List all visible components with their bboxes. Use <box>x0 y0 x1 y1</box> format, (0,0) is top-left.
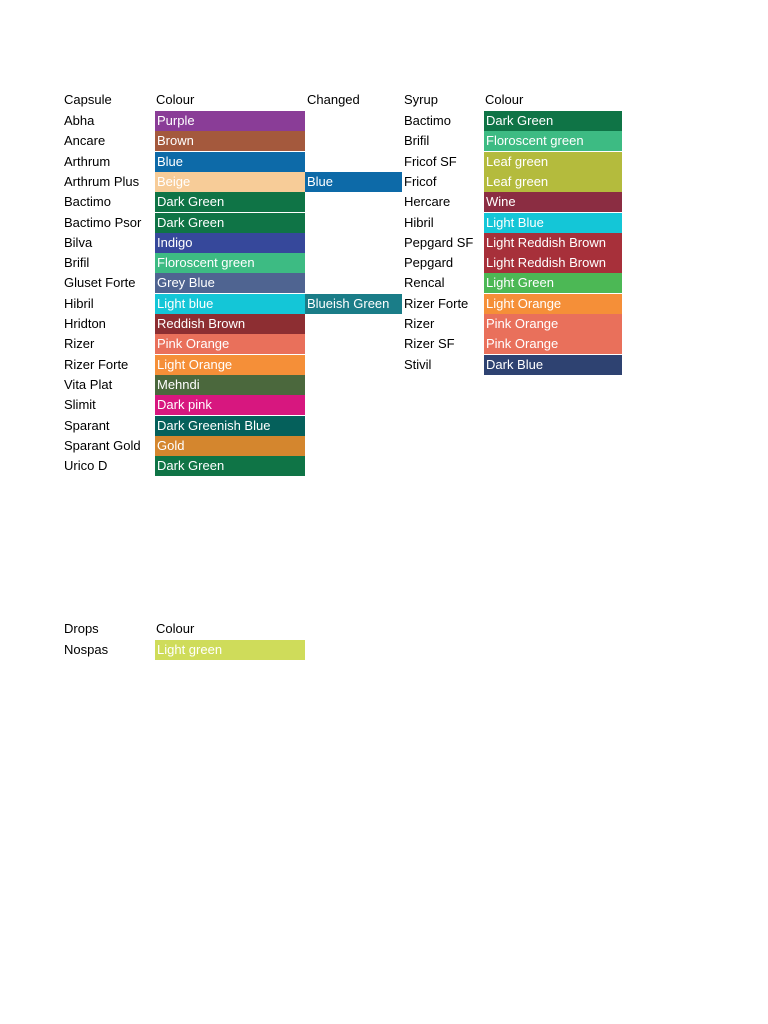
syrup-row <box>0 253 768 273</box>
syrup-row <box>0 355 768 375</box>
colour-swatch: Indigo <box>155 233 305 253</box>
row-name: Bactimo <box>64 194 111 210</box>
syrup-row <box>0 192 768 212</box>
colour-swatch: Dark Green <box>155 213 305 233</box>
row-name: Hercare <box>404 194 451 210</box>
row-name: Rizer <box>64 336 95 352</box>
colour-swatch: Pink Orange <box>484 314 622 334</box>
row-name: Bilva <box>64 234 93 250</box>
changed-swatch: Blue <box>305 172 402 192</box>
row-name: Hridton <box>64 316 106 331</box>
colour-swatch: Pink Orange <box>155 334 305 354</box>
colour-swatch: Blue <box>155 152 305 172</box>
colour-swatch: Light Reddish Brown <box>484 233 622 253</box>
colour-swatch: Light Reddish Brown <box>484 253 622 273</box>
colour-swatch: Dark Green <box>155 456 305 476</box>
colour-swatch: Light blue <box>155 294 305 314</box>
row-name: Sparant Gold <box>64 437 141 453</box>
colour-swatch: Beige <box>155 172 305 192</box>
colour-swatch: Dark Green <box>484 111 622 131</box>
capsule-row <box>0 436 768 456</box>
row-name: Brifil <box>404 133 430 149</box>
row-name: Gluset Forte <box>64 275 136 291</box>
syrup-row <box>0 131 768 151</box>
changed-swatch: Blueish Green <box>305 294 402 314</box>
drops-header: Drops <box>64 621 99 636</box>
colour-swatch: Leaf green <box>484 152 622 172</box>
capsule-changed-header: Changed <box>307 92 360 107</box>
colour-swatch: Gold <box>155 436 305 456</box>
capsule-row <box>0 395 768 415</box>
row-name: Arthrum Plus <box>64 173 140 189</box>
colour-swatch: Pink Orange <box>484 334 622 354</box>
colour-swatch: Leaf green <box>484 172 622 192</box>
drops-row <box>0 640 768 660</box>
colour-swatch: Dark Green <box>155 192 305 212</box>
row-name: Fricof SF <box>404 153 457 169</box>
capsule-header: Capsule <box>64 92 112 107</box>
syrup-row <box>0 334 768 354</box>
row-name: Rizer Forte <box>64 356 129 372</box>
colour-swatch: Light Blue <box>484 213 622 233</box>
row-name: Bactimo <box>404 113 451 128</box>
row-name: Fricof <box>404 173 437 189</box>
colour-swatch: Floroscent green <box>155 253 305 273</box>
row-name: Rizer Forte <box>404 295 469 311</box>
row-name: Rencal <box>404 275 445 291</box>
row-name: Vita Plat <box>64 376 113 392</box>
syrup-row <box>0 111 768 131</box>
colour-swatch: Light Orange <box>155 355 305 375</box>
syrup-row <box>0 314 768 334</box>
row-name: Urico D <box>64 458 108 474</box>
colour-swatch: Mehndi <box>155 375 305 395</box>
syrup-row <box>0 233 768 253</box>
row-name: Rizer SF <box>404 336 455 352</box>
colour-swatch: Brown <box>155 131 305 151</box>
row-name: Hibril <box>64 295 94 311</box>
row-name: Slimit <box>64 397 96 413</box>
row-name: Pepgard <box>404 255 454 271</box>
row-name: Hibril <box>404 214 434 230</box>
row-name: Abha <box>64 113 95 128</box>
capsule-row <box>0 375 768 395</box>
colour-swatch: Light Green <box>484 273 622 293</box>
colour-swatch: Floroscent green <box>484 131 622 151</box>
colour-swatch: Reddish Brown <box>155 314 305 334</box>
syrup-row <box>0 213 768 233</box>
syrup-header: Syrup <box>404 92 438 107</box>
row-name: Brifil <box>64 255 90 271</box>
colour-swatch: Purple <box>155 111 305 131</box>
capsule-row <box>0 416 768 436</box>
capsule-colour-header: Colour <box>156 92 195 107</box>
colour-swatch: Light green <box>155 640 305 660</box>
colour-swatch: Dark pink <box>155 395 305 415</box>
row-name: Rizer <box>404 316 435 331</box>
row-name: Sparant <box>64 417 110 433</box>
syrup-row <box>0 172 768 192</box>
drops-colour-header: Colour <box>156 621 195 636</box>
colour-swatch: Dark Blue <box>484 355 622 375</box>
capsule-row <box>0 456 768 476</box>
colour-swatch: Dark Greenish Blue <box>155 416 305 436</box>
row-name: Pepgard SF <box>404 234 474 250</box>
syrup-row <box>0 273 768 293</box>
colour-swatch: Light Orange <box>484 294 622 314</box>
row-name: Arthrum <box>64 153 111 169</box>
colour-swatch: Grey Blue <box>155 273 305 293</box>
syrup-row <box>0 294 768 314</box>
row-name: Nospas <box>64 642 109 657</box>
row-name: Stivil <box>404 356 432 372</box>
syrup-colour-header: Colour <box>485 92 524 107</box>
row-name: Ancare <box>64 133 106 149</box>
syrup-row <box>0 152 768 172</box>
row-name: Bactimo Psor <box>64 214 142 230</box>
colour-swatch: Wine <box>484 192 622 212</box>
